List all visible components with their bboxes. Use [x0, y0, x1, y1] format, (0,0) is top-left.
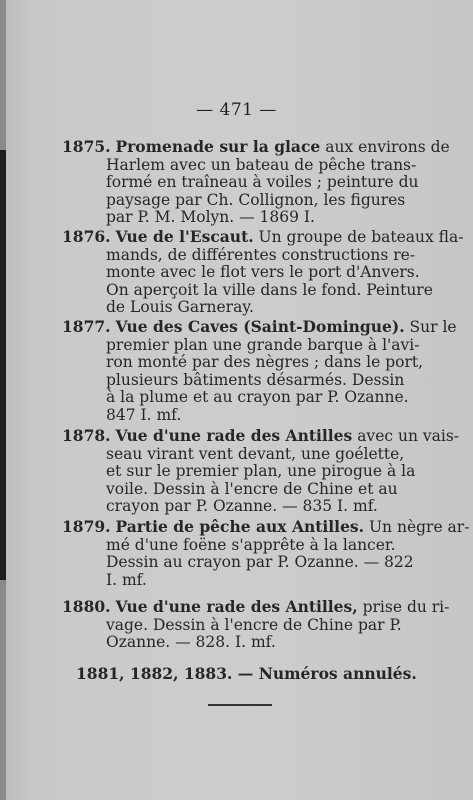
entry-first-line: [62, 317, 457, 337]
catalog-entry-1879: [62, 517, 470, 589]
entry-number: 1875.: [62, 137, 111, 156]
catalog-entry-1878: [62, 426, 460, 516]
entry-number: 1879.: [62, 517, 111, 536]
catalog-entry-1877: [62, 317, 457, 425]
entry-text: ron monté par des nègres ; dans le port,: [106, 353, 424, 372]
entry-number: 1876.: [62, 227, 111, 246]
catalog-entry-1876: [62, 227, 464, 317]
entry-text: On aperçoit la ville dans le fond. Peinture: [106, 280, 433, 299]
annulled-label: Numéros annulés.: [258, 664, 417, 683]
entry-text: 847 I. mf.: [106, 405, 182, 424]
page-number: — 471 —: [196, 100, 277, 120]
entry-text: monte avec le flot vers le port d'Anvers.: [106, 263, 420, 282]
annulled-numbers-line: [76, 664, 417, 683]
entry-first-line: [62, 137, 450, 157]
entry-title: Vue d'une rade des Antilles: [115, 426, 353, 445]
entry-text: formé en traîneau à voiles ; peinture du: [106, 173, 419, 192]
entry-title: Partie de pêche aux Antilles.: [115, 517, 365, 536]
entry-text: seau virant vent devant, une goélette,: [106, 444, 405, 463]
entry-number: 1878.: [62, 426, 111, 445]
entry-text: avec un vais-: [352, 427, 460, 445]
catalog-entry-1880: [62, 597, 450, 652]
catalog-entry-1875: [62, 137, 450, 227]
entry-text: mé d'une foëne s'apprête à la lancer.: [106, 535, 396, 554]
entry-text: vage. Dessin à l'encre de Chine par P.: [106, 615, 402, 634]
entry-text: premier plan une grande barque à l'avi-: [106, 335, 420, 354]
entry-first-line: [62, 517, 470, 537]
entry-first-line: [62, 597, 450, 617]
entry-title: Vue des Caves (Saint-Domingue).: [115, 317, 405, 336]
entry-text: Sur le: [404, 318, 457, 336]
entry-number: 1880.: [62, 597, 111, 616]
entry-title: Promenade sur la glace: [115, 137, 321, 156]
entry-first-line: [62, 227, 464, 247]
entry-title: Vue d'une rade des Antilles,: [115, 597, 358, 616]
entry-text: mands, de différentes constructions re-: [106, 245, 416, 264]
entry-title: Vue de l'Escaut.: [115, 227, 254, 246]
entry-text: plusieurs bâtiments désarmés. Dessin: [106, 370, 405, 389]
entry-text: prise du ri-: [357, 598, 450, 616]
entry-text: voile. Dessin à l'encre de Chine et au: [106, 479, 398, 498]
entry-text: Harlem avec un bateau de pêche trans-: [106, 155, 417, 174]
page-edge-shadow: [0, 150, 6, 580]
annulled-numbers: 1881, 1882, 1883. —: [76, 664, 259, 683]
entry-number: 1877.: [62, 317, 111, 336]
entry-text: par P. M. Molyn. — 1869 I.: [106, 208, 315, 227]
entry-text: et sur le premier plan, une pirogue à la: [106, 462, 416, 481]
entry-text: crayon par P. Ozanne. — 835 I. mf.: [106, 497, 378, 516]
section-divider: [208, 704, 272, 706]
entry-text: paysage par Ch. Collignon, les figures: [106, 190, 406, 209]
entry-text: Ozanne. — 828. I. mf.: [106, 633, 276, 652]
entry-text: de Louis Garneray.: [106, 298, 254, 317]
entry-text: Un nègre ar-: [364, 518, 470, 536]
entry-text: I. mf.: [106, 570, 147, 589]
entry-text: aux environs de: [320, 138, 450, 156]
entry-first-line: [62, 426, 460, 446]
entry-text: à la plume et au crayon par P. Ozanne.: [106, 388, 409, 407]
entry-text: Dessin au crayon par P. Ozanne. — 822: [106, 553, 414, 572]
entry-text: Un groupe de bateaux fla-: [253, 228, 464, 246]
